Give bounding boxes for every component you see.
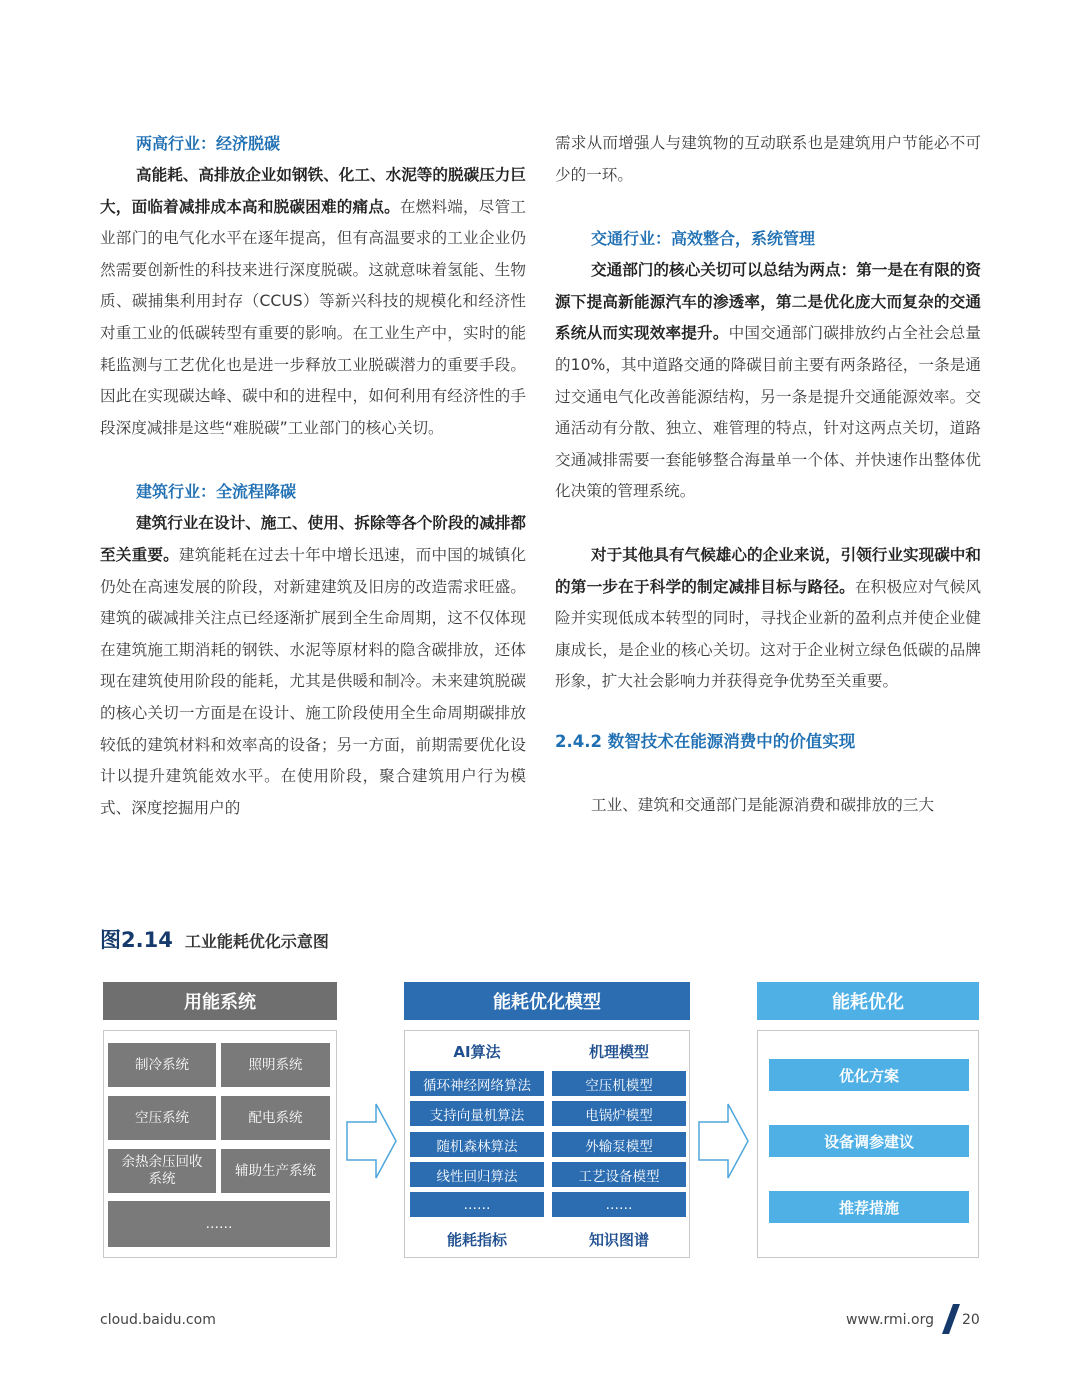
left-column [100,128,526,824]
paragraph-building [100,508,526,824]
label-energy-indicators: 能耗指标 [446,1231,507,1249]
flow-arrow-right-icon [346,1102,398,1180]
item-algorithm-more: …… [410,1192,544,1217]
paragraph-building-text: 建筑能耗在过去十年中增长迅速，而中国的城镇化仍处在高速发展的阶段，对新建建筑及旧房的改造需求旺盛。建筑的碳减排关注点已经逐渐扩展到全生命周期，这不仅体现在建筑施工期消耗的钢铁、水泥等原材料的隐含碳排放，还体现在建筑使用阶段的能耗，尤其是供暖和制冷。未来建筑脱碳的核心关切一方面是在设计、施工阶段使用全生命周期碳排放较低的建筑材料和效率高的设备；另一方面，前期需要优化设计以提升建筑能效水平。在使用阶段，聚合建筑用户行为模式、深度挖掘用户的 [100,545,526,817]
paragraph-section-intro: 工业、建筑和交通部门是能源消费和碳排放的三大 [591,795,935,814]
item-air-compressor-model: 空压机模型 [552,1071,686,1096]
footer-website-left: cloud.baidu.com [100,1312,216,1328]
item-rnn-algorithm: 循环神经网络算法 [410,1071,544,1096]
panel-energy-optimization-header: 能耗优化 [757,982,979,1020]
item-air-compression-system: 空压系统 [108,1096,216,1140]
paragraph-building-cont: 需求从而增强人与建筑物的互动联系也是建筑用户节能必不可少的一环。 [555,134,981,184]
item-electric-boiler-model: 电锅炉模型 [552,1101,686,1126]
label-mechanism-models: 机理模型 [588,1043,649,1061]
item-waste-heat-recovery-system: 余热余压回收 系统 [108,1149,216,1193]
item-equipment-tuning-advice: 设备调参建议 [769,1125,969,1157]
panel-energy-systems-header: 用能系统 [103,982,337,1020]
section-title: 2.4.2 数智技术在能源消费中的价值实现 [555,731,856,751]
item-process-equipment-model: 工艺设备模型 [552,1162,686,1187]
paragraph-heavy-industry [100,160,526,444]
item-linear-regression-algorithm: 线性回归算法 [410,1162,544,1187]
figure-number: 图2.14 [100,928,173,952]
paragraph-transport [555,255,981,508]
heading-heavy-industry: 两高行业：经济脱碳 [136,134,281,153]
paragraph-other-text: 在积极应对气候风险并实现低成本转型的同时，寻找企业新的盈利点并使企业健康成长，是企业的核心关切。这对于企业树立绿色低碳的品牌形象，扩大社会影响力并获得竞争优势至关重要。 [555,577,981,691]
paragraph-other-enterprises [555,540,981,698]
item-recommended-measures: 推荐措施 [769,1191,969,1223]
paragraph-heavy-industry-text: 在燃料端，尽管工业部门的电气化水平在逐年提高，但有高温要求的工业企业仍然需要创新性的科技来进行深度脱碳。这就意味着氢能、生物质、碳捕集利用封存（CCUS）等新兴科技的规模化和经济性对重工业的低碳转型有重要的影响。在工业生产中，实时的能耗监测与工艺优化也是进一步释放工业脱碳潜力的重要手段。因此在实现碳达峰、碳中和的进程中，如何利用有经济性的手段深度减排是这些“难脱碳”工业部门的核心关切。 [100,197,526,437]
item-cooling-system: 制冷系统 [108,1043,216,1087]
paragraph-transport-bold: 交通部门的核心关切可以总结为两点：第一是在有限的资源下提高新能源汽车的渗透率，第二是优化庞大而复杂的交通系统从而实现效率提升。 [555,261,981,343]
page-number: 20 [962,1312,980,1328]
heading-building: 建筑行业：全流程降碳 [136,482,297,502]
item-lighting-system: 照明系统 [221,1043,330,1087]
footer-website-right: www.rmi.org [846,1312,934,1328]
item-auxiliary-production-system: 辅助生产系统 [221,1149,330,1193]
panel-optimization-model-header: 能耗优化模型 [404,982,690,1020]
paragraph-building-bold: 建筑行业在设计、施工、使用、拆除等各个阶段的减排都至关重要。 [100,514,526,564]
label-ai-algorithms: AI算法 [453,1043,501,1061]
item-more: …… [108,1201,330,1247]
paragraph-heavy-industry-bold: 高能耗、高排放企业如钢铁、化工、水泥等的脱碳压力巨大，面临着减排成本高和脱碳困难的痛点。 [100,166,526,216]
item-model-more: …… [552,1192,686,1217]
right-column [555,128,981,822]
item-power-distribution-system: 配电系统 [221,1096,330,1140]
slash-divider-icon [942,1304,960,1334]
flow-arrow-right-icon [698,1102,750,1180]
paragraph-other-bold: 对于其他具有气候雄心的企业来说，引领行业实现碳中和的第一步在于科学的制定减排目标与路径。 [555,545,981,596]
item-svm-algorithm: 支持向量机算法 [410,1101,544,1126]
figure-title [100,924,329,954]
figure-caption: 工业能耗优化示意图 [184,932,329,951]
paragraph-transport-text: 中国交通部门碳排放约占全社会总量的10%，其中道路交通的降碳目前主要有两条路径，一条是通过交通电气化改善能源结构，另一条是提升交通能源效率。交通活动有分散、独立、难管理的特点，针对这两点关切，道路交通减排需要一套能够整合海量单一个体、并快速作出整体优化决策的管理系统。 [555,324,981,501]
item-random-forest-algorithm: 随机森林算法 [410,1132,544,1157]
item-optimization-plan: 优化方案 [769,1059,969,1091]
label-knowledge-graph: 知识图谱 [588,1231,649,1249]
item-export-pump-model: 外输泵模型 [552,1132,686,1157]
heading-transport: 交通行业：高效整合，系统管理 [591,229,816,249]
